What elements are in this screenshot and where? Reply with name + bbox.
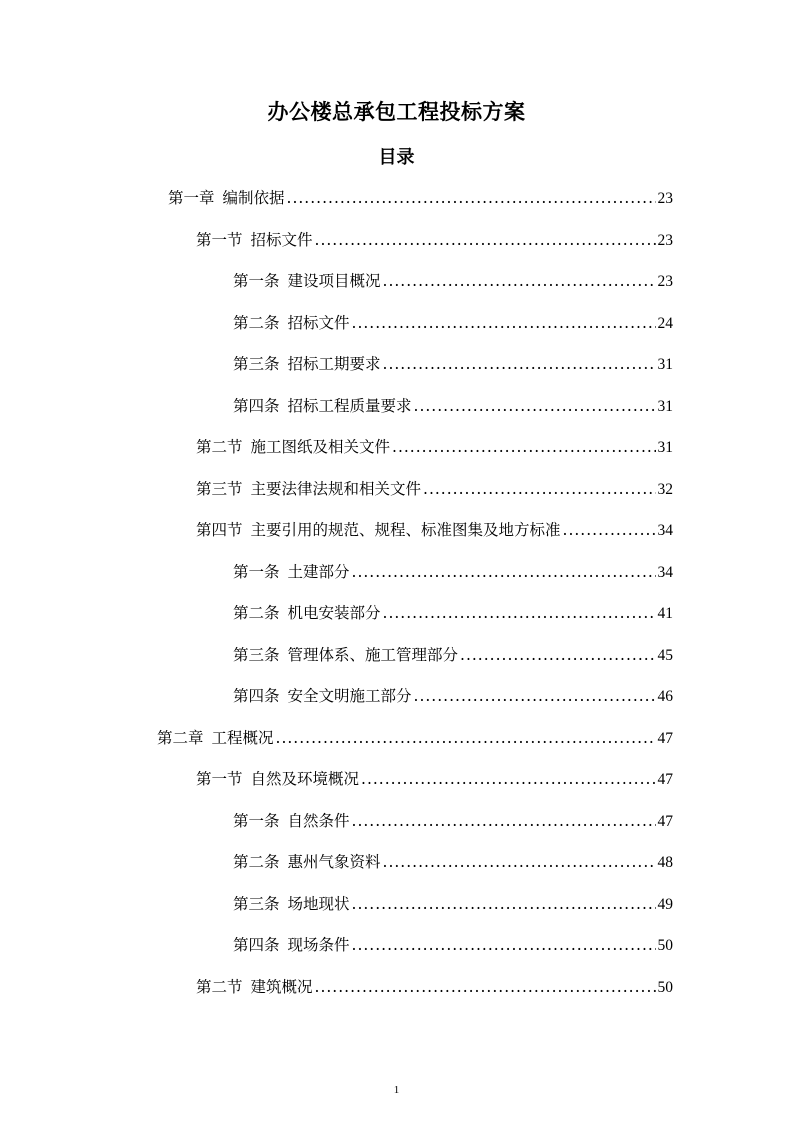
- toc-entry-label: 惠州气象资料: [287, 853, 381, 871]
- toc-entry-number: 第一条: [233, 563, 280, 581]
- toc-entry[interactable]: [196, 433, 673, 461]
- toc-entry[interactable]: [233, 309, 673, 337]
- toc-entry[interactable]: [196, 516, 673, 544]
- toc-heading: 目录: [378, 147, 415, 168]
- toc-entry-label: 招标工期要求: [287, 355, 381, 373]
- toc-entry-page: 45: [657, 647, 673, 664]
- document-title: 办公楼总承包工程投标方案: [267, 100, 526, 124]
- toc-entry[interactable]: [233, 350, 673, 378]
- toc-entry-number: 第三条: [233, 355, 280, 373]
- toc-entry-label: 建筑概况: [250, 978, 313, 996]
- toc-entry[interactable]: [196, 973, 673, 1001]
- toc-entry-number: 第一章: [168, 189, 215, 207]
- toc-entry-number: 第二章: [157, 729, 204, 747]
- toc-entry-label: 编制依据: [222, 189, 285, 207]
- toc-entry-number: 第四节: [196, 521, 243, 539]
- toc-entry-label: 主要法律法规和相关文件: [250, 480, 422, 498]
- toc-entry-number: 第三条: [233, 895, 280, 913]
- toc-entry-page: 23: [657, 190, 673, 207]
- toc-entry-page: 50: [657, 937, 673, 954]
- toc-leader-dots: [352, 558, 656, 586]
- toc-leader-dots: [352, 807, 656, 835]
- toc-leader-dots: [383, 848, 656, 876]
- toc-entry-number: 第二节: [196, 438, 243, 456]
- toc-entry-number: 第三条: [233, 646, 280, 664]
- toc-entry-number: 第一条: [233, 272, 280, 290]
- toc-entry[interactable]: [233, 641, 673, 669]
- toc-entry[interactable]: [233, 848, 673, 876]
- toc-leader-dots: [414, 392, 656, 420]
- toc-entry-number: 第一条: [233, 812, 280, 830]
- toc-entry[interactable]: [196, 475, 673, 503]
- toc-entry[interactable]: [233, 931, 673, 959]
- page-number: 1: [393, 1084, 400, 1096]
- toc-entry-number: 第二条: [233, 314, 280, 332]
- toc-entry-number: 第二节: [196, 978, 243, 996]
- toc-entry[interactable]: [233, 599, 673, 627]
- toc-entry-page: 46: [657, 688, 673, 705]
- toc-leader-dots: [414, 682, 656, 710]
- toc-entry-number: 第四条: [233, 936, 280, 954]
- toc-leader-dots: [352, 309, 656, 337]
- toc-entry-page: 49: [657, 896, 673, 913]
- toc-entry-page: 31: [657, 356, 673, 373]
- toc-leader-dots: [352, 931, 656, 959]
- toc-entry-label: 施工图纸及相关文件: [250, 438, 391, 456]
- toc-leader-dots: [383, 599, 656, 627]
- toc-entry-page: 31: [657, 398, 673, 415]
- toc-entry-page: 34: [657, 522, 673, 539]
- toc-entry-page: 34: [657, 564, 673, 581]
- toc-entry-number: 第三节: [196, 480, 243, 498]
- toc-entry-number: 第四条: [233, 397, 280, 415]
- toc-entry[interactable]: [196, 765, 673, 793]
- toc-entry-label: 场地现状: [287, 895, 350, 913]
- toc-leader-dots: [315, 973, 656, 1001]
- toc-entry-page: 23: [657, 232, 673, 249]
- toc-entry-number: 第四条: [233, 687, 280, 705]
- toc-entry-number: 第一节: [196, 231, 243, 249]
- toc-leader-dots: [563, 516, 656, 544]
- toc-entry[interactable]: [157, 724, 673, 752]
- toc-leader-dots: [423, 475, 655, 503]
- toc-entry-page: 24: [657, 315, 673, 332]
- toc-leader-dots: [383, 267, 656, 295]
- toc-entry-label: 招标文件: [287, 314, 350, 332]
- toc-entry[interactable]: [168, 184, 673, 212]
- toc-entry-label: 自然条件: [287, 812, 350, 830]
- toc-entry-label: 主要引用的规范、规程、标准图集及地方标准: [250, 521, 561, 539]
- toc-entry-label: 自然及环境概况: [250, 770, 360, 788]
- toc-entry-page: 47: [657, 813, 673, 830]
- toc-entry[interactable]: [233, 392, 673, 420]
- toc-leader-dots: [287, 184, 656, 212]
- toc-leader-dots: [361, 765, 655, 793]
- toc-entry[interactable]: [233, 807, 673, 835]
- toc-leader-dots: [383, 350, 656, 378]
- toc-entry-page: 48: [657, 854, 673, 871]
- toc-entry-label: 工程概况: [211, 729, 274, 747]
- toc-entry-label: 土建部分: [287, 563, 350, 581]
- toc-entry-page: 41: [657, 605, 673, 622]
- toc-entry-label: 建设项目概况: [287, 272, 381, 290]
- toc-entry-page: 23: [657, 273, 673, 290]
- toc-entry[interactable]: [233, 890, 673, 918]
- toc-leader-dots: [392, 433, 655, 461]
- toc-entry[interactable]: [233, 682, 673, 710]
- toc-entry-page: 50: [657, 979, 673, 996]
- toc-leader-dots: [276, 724, 656, 752]
- toc-entry-label: 机电安装部分: [287, 604, 381, 622]
- toc-leader-dots: [460, 641, 655, 669]
- toc-entry-page: 32: [657, 481, 673, 498]
- toc-entry-number: 第二条: [233, 853, 280, 871]
- toc-entry-page: 47: [657, 730, 673, 747]
- toc-leader-dots: [315, 226, 656, 254]
- toc-entry[interactable]: [233, 558, 673, 586]
- toc-entry[interactable]: [196, 226, 673, 254]
- toc-entry[interactable]: [233, 267, 673, 295]
- toc-entry-label: 安全文明施工部分: [287, 687, 412, 705]
- toc-entry-number: 第一节: [196, 770, 243, 788]
- toc-entry-number: 第二条: [233, 604, 280, 622]
- toc-entry-label: 管理体系、施工管理部分: [287, 646, 459, 664]
- toc-entry-label: 现场条件: [287, 936, 350, 954]
- toc-entry-page: 31: [657, 439, 673, 456]
- toc-entry-label: 招标工程质量要求: [287, 397, 412, 415]
- toc-entry-page: 47: [657, 771, 673, 788]
- toc-leader-dots: [352, 890, 656, 918]
- toc-entry-label: 招标文件: [250, 231, 313, 249]
